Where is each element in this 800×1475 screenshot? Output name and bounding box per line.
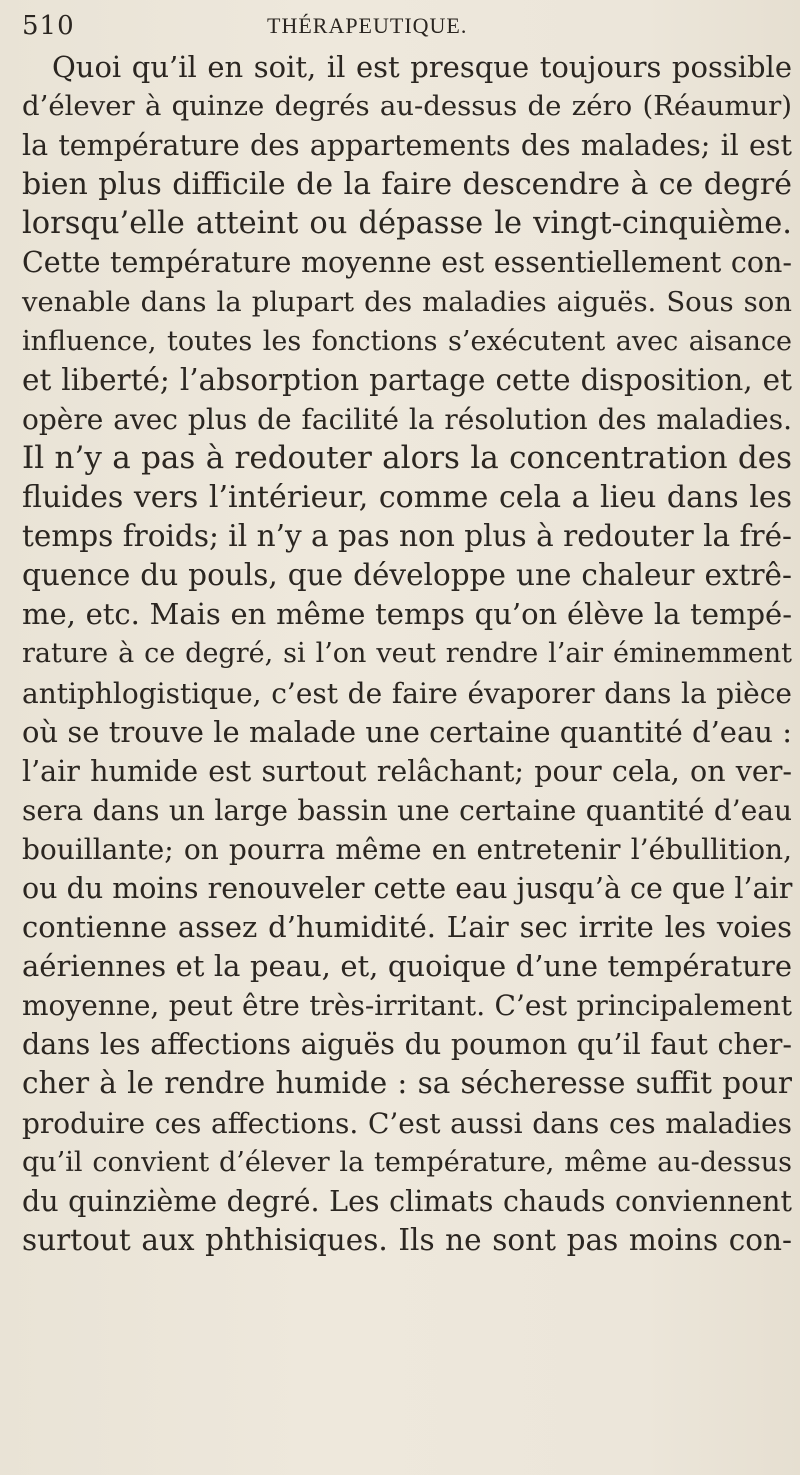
text-line: cher à le rendre humide : sa sécheresse suffit pour — [22, 1066, 792, 1101]
text-line: rature à ce degré, si l’on veut rendre l’air éminemment — [22, 638, 792, 670]
text-line: l’air humide est surtout relâchant; pour cela, on ver- — [22, 754, 792, 788]
text-line: sera dans un large bassin une certaine quantité d’eau — [22, 793, 792, 827]
text-line: aériennes et la peau, et, quoique d’une température — [22, 949, 792, 984]
text-line: fluides vers l’intérieur, comme cela a lieu dans les — [22, 480, 792, 516]
text-line: temps froids; il n’y a pas non plus à redouter la fré- — [22, 519, 792, 554]
text-line: où se trouve le malade une certaine quantité d’eau : — [22, 714, 792, 749]
page-header — [22, 6, 760, 46]
body-paragraph — [22, 48, 792, 1260]
text-line: du quinzième degré. Les climats chauds conviennent — [22, 1184, 792, 1218]
text-line: qu’il convient d’élever la température, même au-dessus — [22, 1146, 792, 1178]
text-line: d’élever à quinze degrés au-dessus de zéro (Réaumur) — [22, 90, 792, 123]
text-line: surtout aux phthisiques. Ils ne sont pas moins con- — [22, 1222, 792, 1257]
text-line: ou du moins renouveler cette eau jusqu’à ce que l’air — [22, 871, 793, 905]
text-line: lorsqu’elle atteint ou dépasse le vingt-cinquième. — [22, 206, 792, 242]
text-line: Il n’y a pas à redouter alors la concentration des — [22, 439, 792, 476]
text-line: moyenne, peut être très-irritant. C’est principalement — [22, 989, 792, 1023]
text-line: me, etc. Mais en même temps qu’on élève la tempé- — [22, 597, 792, 632]
text-line: produire ces affections. C’est aussi dans ces maladies — [22, 1106, 792, 1140]
text-line: opère avec plus de facilité la résolution des maladies. — [22, 402, 792, 436]
text-line: quence du pouls, que développe une chaleur extrê- — [22, 558, 792, 593]
text-line: et liberté; l’absorption partage cette disposition, et — [22, 362, 792, 397]
running-head: THÉRAPEUTIQUE. — [267, 13, 468, 38]
text-line: bouillante; on pourra même en entretenir l’ébullition, — [22, 832, 792, 866]
text-line: la température des appartements des malades; il est — [22, 129, 792, 163]
text-line: dans les affections aiguës du poumon qu’il faut cher- — [22, 1028, 792, 1062]
text-line: venable dans la plupart des maladies aiguës. Sous son — [22, 285, 792, 318]
text-line: contienne assez d’humidité. L’air sec irrite les voies — [22, 910, 792, 945]
page-number: 510 — [22, 11, 75, 41]
text-line: Cette température moyenne est essentiellement con- — [22, 246, 792, 280]
text-line: influence, toutes les fonctions s’exécutent avec aisance — [22, 325, 792, 357]
text-line: Quoi qu’il en soit, il est presque toujours possible — [52, 50, 792, 84]
text-line: antiphlogistique, c’est de faire évaporer dans la pièce — [22, 676, 792, 710]
text-line: bien plus difficile de la faire descendre à ce degré — [22, 167, 792, 203]
